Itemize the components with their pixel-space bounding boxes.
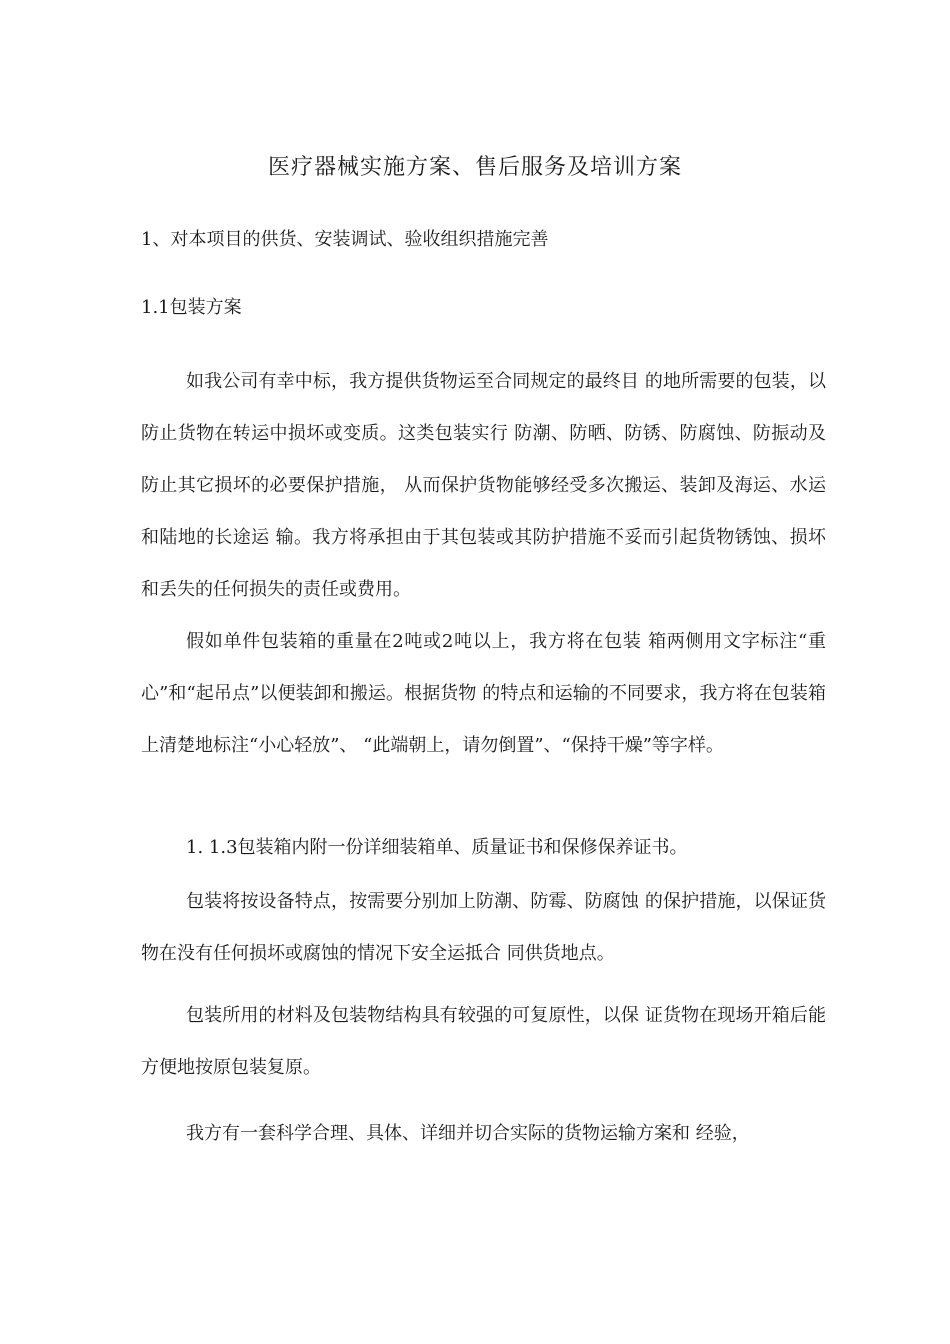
paragraph-transport: 我方有一套科学合理、具体、详细并切合实际的货物运输方案和 经验， <box>186 1123 750 1144</box>
paragraph-packing-list: 1. 1.3包装箱内附一份详细装箱单、质量证书和保修保养证书。 <box>186 837 688 858</box>
subsection-heading: 1.1包装方案 <box>141 297 242 318</box>
section-heading: 1、对本项目的供货、安装调试、验收组织措施完善 <box>141 229 549 250</box>
document-title: 医疗器械实施方案、售后服务及培训方案 <box>267 155 682 180</box>
paragraph-protection: 包装将按设备特点，按需要分别加上防潮、防霉、防腐蚀 的保护措施，以保证货物在没有任何损坏或腐蚀的情况下安全运抵合 同供货地点。 <box>141 891 826 964</box>
paragraph-heavy-crates: 假如单件包装箱的重量在2吨或2吨以上，我方将在包装 箱两侧用文字标注“重心”和“起吊点”以便装卸和搬运。根据货物 的特点和运输的不同要求，我方将在包装箱上清楚地标注“小心轻放”、 “此端朝上，请勿倒置”、“保持干燥”等字样。 <box>141 631 826 756</box>
paragraph-materials: 包装所用的材料及包装物结构具有较强的可复原性，以保 证货物在现场开箱后能方便地按原包装复原。 <box>141 1005 826 1078</box>
paragraph-packaging: 如我公司有幸中标，我方提供货物运至合同规定的最终目 的地所需要的包装，以防止货物在转运中损坏或变质。这类包装实行 防潮、防晒、防锈、防腐蚀、防振动及防止其它损坏的必要保护措施， 从而保护货物能够经受多次搬运、装卸及海运、水运和陆地的长途运 输。我方将承担由于其包装或其防护措施不妥而引起货物锈蚀、损坏 和丢失的任何损失的责任或费用。 <box>141 371 826 600</box>
